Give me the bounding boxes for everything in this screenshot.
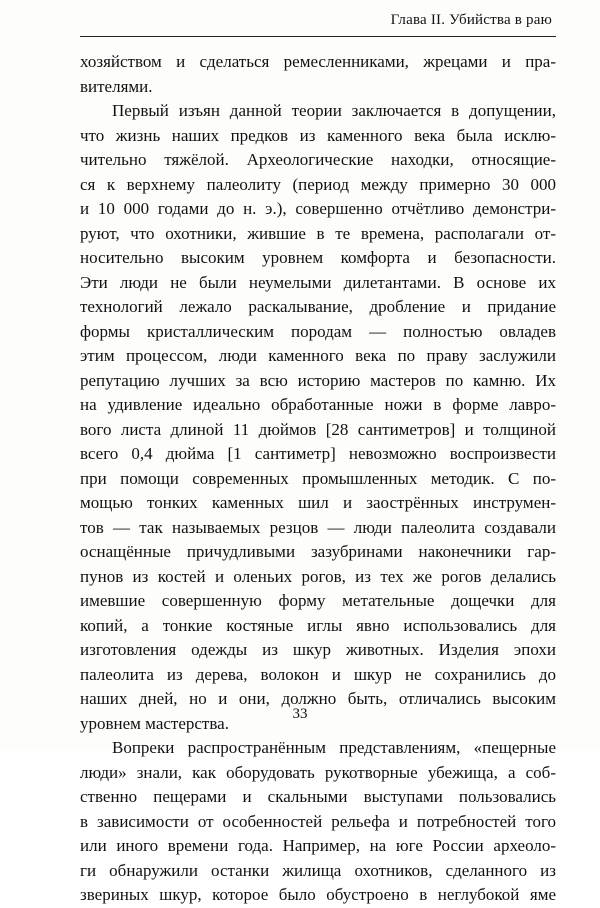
page-number: 33 <box>292 706 308 722</box>
text-line: ся к верхнему палеолиту (период между примерно 30 000 <box>80 174 556 194</box>
text-line: тов — так называемых резцов — люди палеолита создавали <box>80 517 556 537</box>
text-line: копий, а тонкие костяные иглы явно использовались для <box>80 615 556 635</box>
text-line: мощью тонких каменных шил и заострённых инструмен- <box>80 493 556 512</box>
text-line: всего 0,4 дюйма [1 сантиметр] невозможно воспроизвести <box>80 444 556 463</box>
text-line: на удивление идеально обработанные ножи в форме лавро- <box>80 395 556 414</box>
text-line: технологий лежало раскалывание, дробление и придание <box>80 297 556 316</box>
body-text <box>80 50 556 908</box>
text-line: руют, что охотники, жившие в те времена, располагали от- <box>80 223 556 243</box>
text-line: люди» знали, как оборудовать рукотворные убежища, а соб- <box>80 762 556 782</box>
text-line: вого листа длиной 11 дюймов [28 сантиметров] и толщиной <box>80 419 556 439</box>
text-line: Вопреки распространённым представлениям, «пещерные <box>112 738 556 757</box>
text-line: и 10 000 годами до н. э.), совершенно отчётливо демонстри- <box>80 199 556 218</box>
text-line: оснащённые причудливыми зазубринами наконечники гар- <box>80 542 556 561</box>
text-line: звериных шкур, которое было обустроено в неглубокой яме <box>80 885 556 904</box>
text-line: или иного времени года. Например, на юге России археоло- <box>80 836 556 855</box>
text-line: что жизнь наших предков из каменного века была исклю- <box>80 125 556 145</box>
text-line: изготовления одежды из шкур животных. Изделия эпохи <box>80 640 556 659</box>
text-line: при помощи современных промышленных методик. С по- <box>80 468 556 488</box>
text-line: имевшие совершенную форму метательные дощечки для <box>80 591 556 610</box>
text-line: палеолита из дерева, волокон и шкур не сохранились до <box>80 664 556 684</box>
text-line: наших дней, но и они, должно быть, отличались высоким <box>80 689 556 708</box>
text-line: ги обнаружили останки жилища охотников, сделанного из <box>80 860 556 880</box>
text-line: пунов из костей и оленьих рогов, из тех же рогов делались <box>80 566 556 586</box>
text-line: носительно высоким уровнем комфорта и безопасности. <box>80 248 556 267</box>
text-line: ственно пещерами и скальными выступами пользовались <box>80 787 556 806</box>
header-rule <box>80 36 556 37</box>
text-line: хозяйством и сделаться ремесленниками, жрецами и пра- <box>80 52 556 71</box>
text-line: в зависимости от особенностей рельефа и потребностей того <box>80 811 556 831</box>
text-line: вителями. <box>80 76 153 96</box>
running-header-title: Глава II. Убийства в раю <box>390 12 552 28</box>
text-line: чительно тяжёлой. Археологические находки, относящие- <box>80 150 556 169</box>
text-line: уровнем мастерства. <box>80 713 229 733</box>
text-line: репутацию лучших за всю историю мастеров по камню. Их <box>80 370 556 390</box>
text-line: этим процессом, люди каменного века по праву заслужили <box>80 346 556 365</box>
text-line: Эти люди не были неумелыми дилетантами. В основе их <box>80 272 556 292</box>
text-line: Первый изъян данной теории заключается в допущении, <box>112 101 556 120</box>
text-line: формы кристаллическим породам — полностью овладев <box>80 321 556 341</box>
